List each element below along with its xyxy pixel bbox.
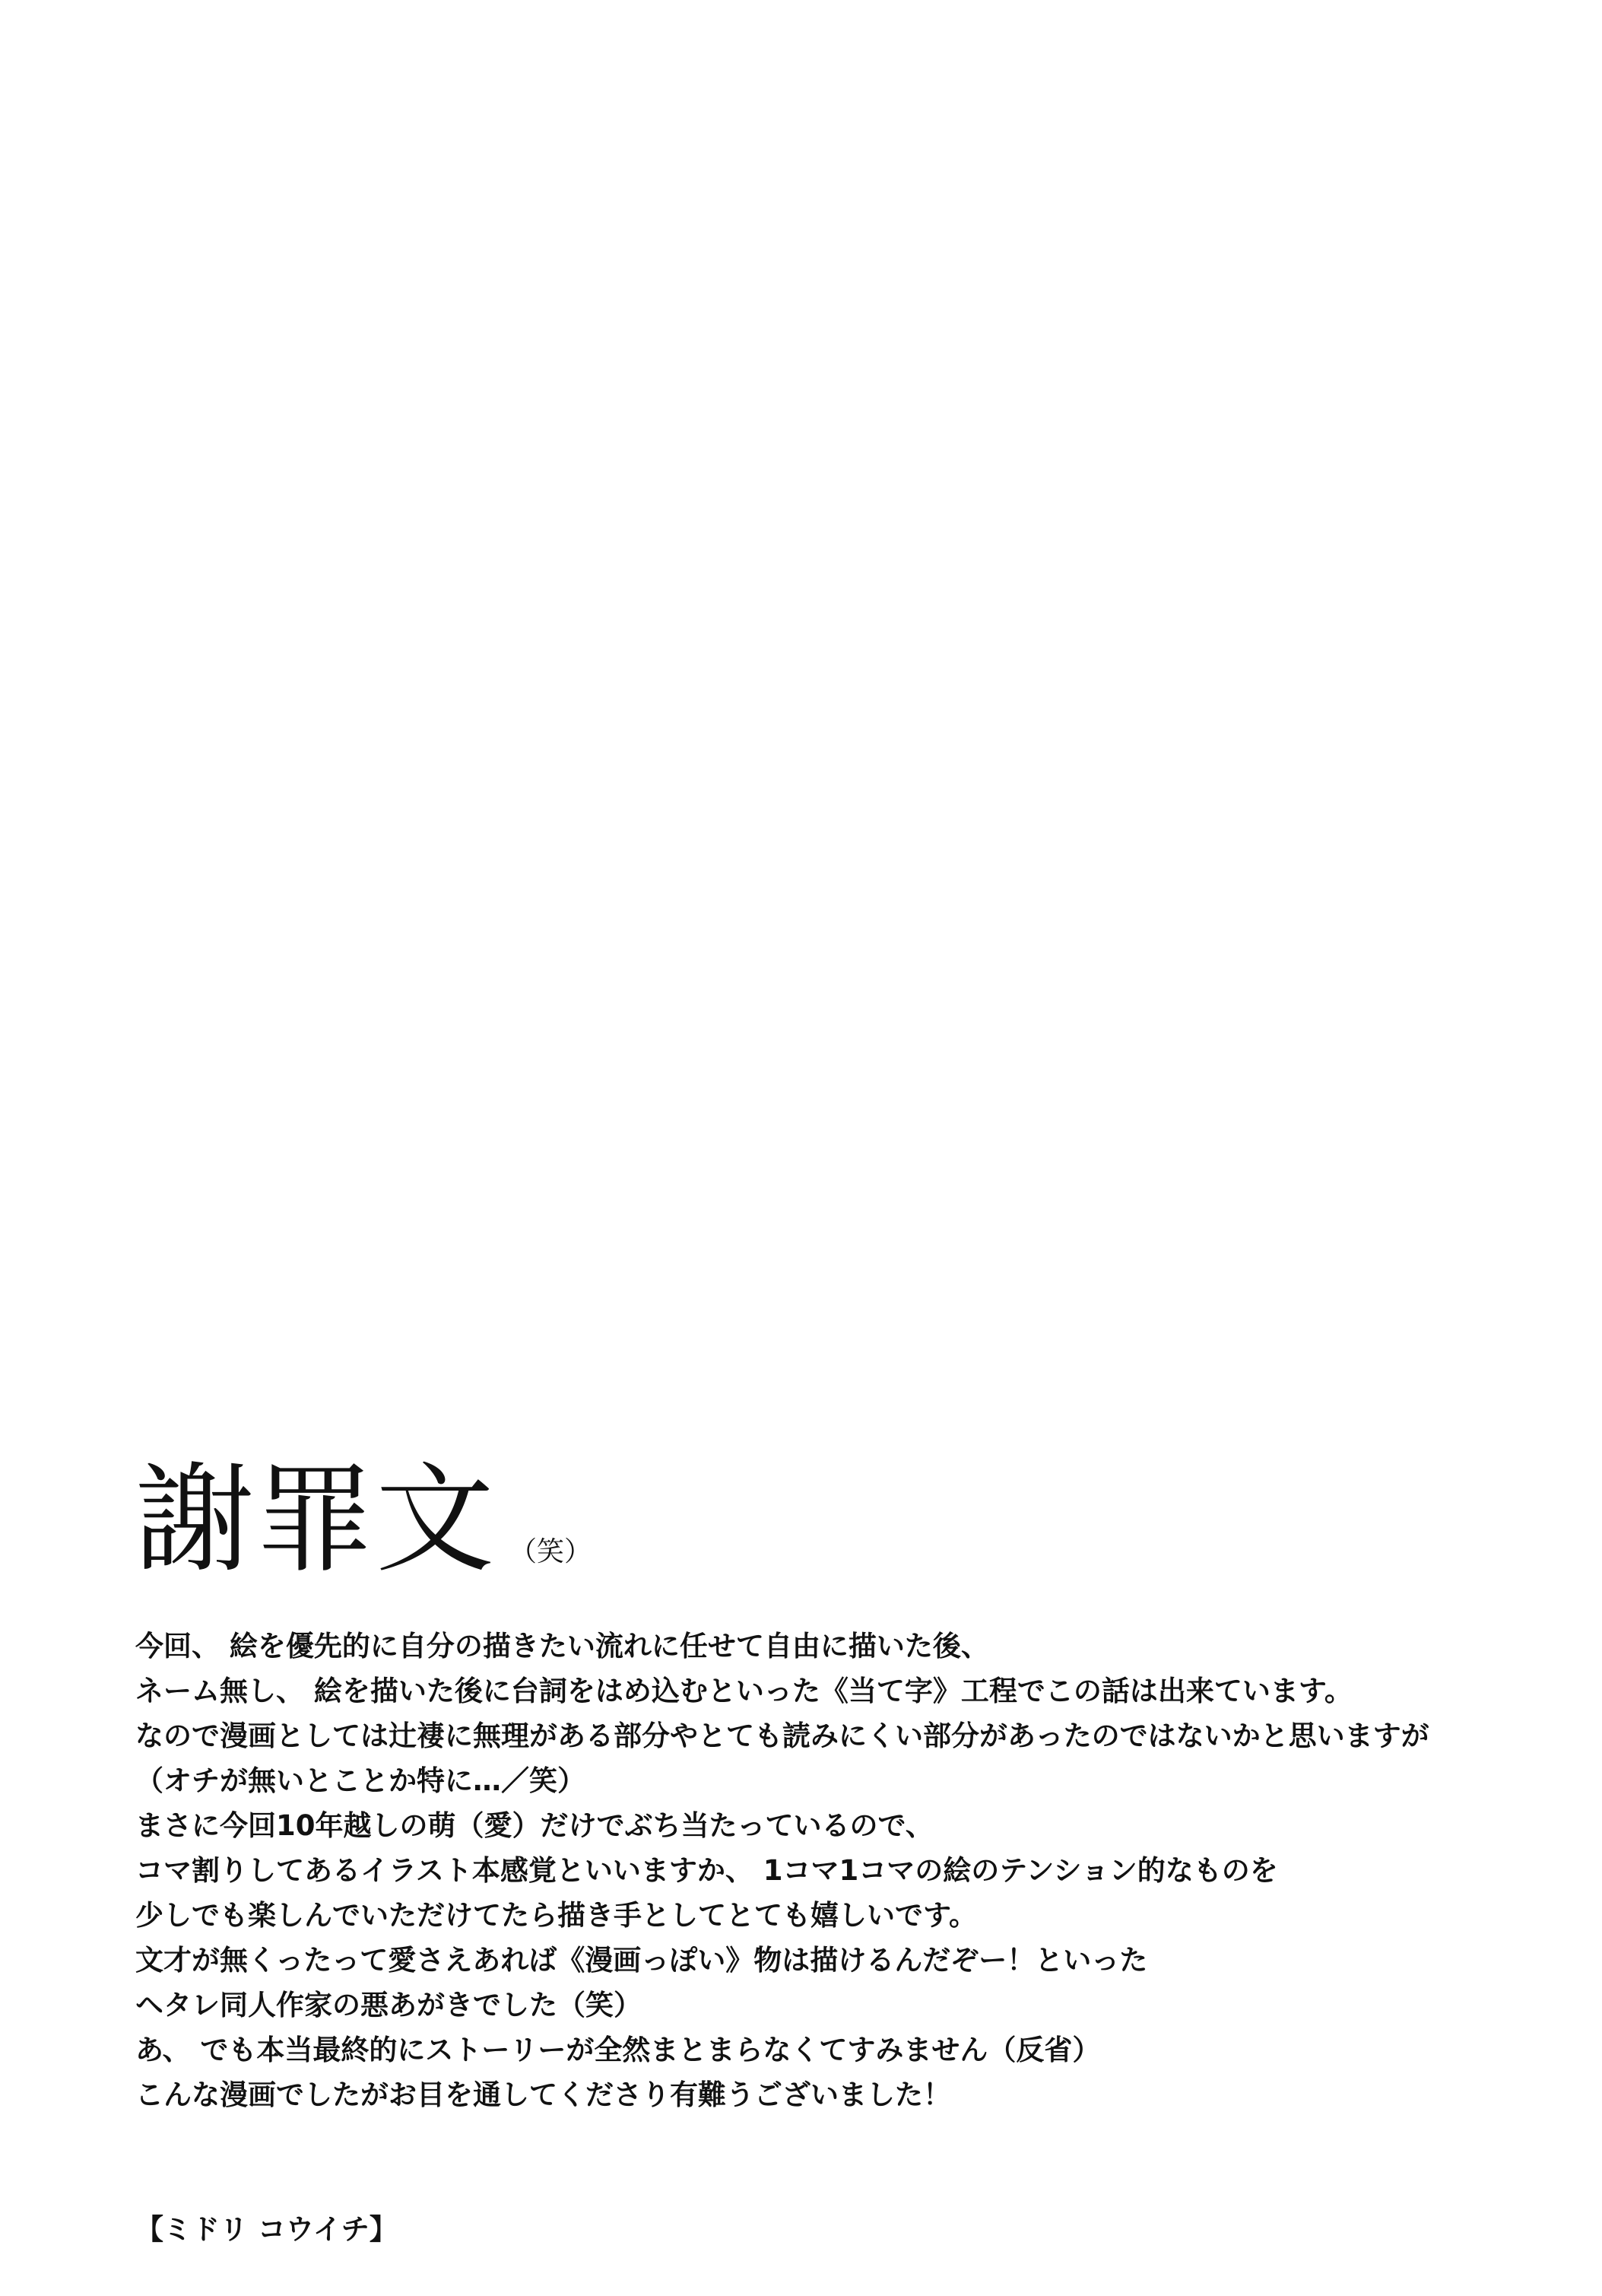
body-line: 文才が無くったって愛さえあれば《漫画っぽい》物は描けるんだぞー！といった (135, 1944, 1148, 1977)
body-line: ヘタレ同人作家の悪あがきでした（笑） (135, 1989, 642, 2021)
body-line: あ、 でも本当最終的にストーリーが全然まとまらなくてすみません（反省） (135, 2034, 1101, 2066)
body-line: ネーム無し、 絵を描いた後に台詞をはめ込むといった《当て字》工程でこの話は出来ています。 (135, 1675, 1353, 1707)
body-line: 今回、 絵を優先的に自分の描きたい流れに任せて自由に描いた後、 (135, 1630, 989, 1662)
afterword-heading (135, 1450, 592, 1589)
body-line: こんな漫画でしたがお目を通してくださり有難うございました！ (135, 2078, 951, 2111)
afterword-body (135, 1624, 1565, 2117)
heading-suffix: （笑） (509, 1536, 592, 1567)
body-line: 少しでも楽しんでいただけてたら描き手としてとても嬉しいです。 (135, 1899, 978, 1932)
body-line: まさに今回10年越しの萌（愛）だけでぶち当たっているので、 (135, 1809, 934, 1842)
author-signature: 【ミドリ コウイチ】 (135, 2213, 398, 2246)
body-line: （オチが無いとことか特に…／笑） (135, 1764, 585, 1797)
heading-title: 謝罪文 (135, 1450, 496, 1589)
body-line: なので漫画としては辻褄に無理がある部分やとても読みにくい部分があったのではないかと思いますが (135, 1720, 1429, 1752)
body-line: コマ割りしてあるイラスト本感覚といいますか、 1コマ1コマの絵のテンション的なものを (135, 1854, 1278, 1887)
